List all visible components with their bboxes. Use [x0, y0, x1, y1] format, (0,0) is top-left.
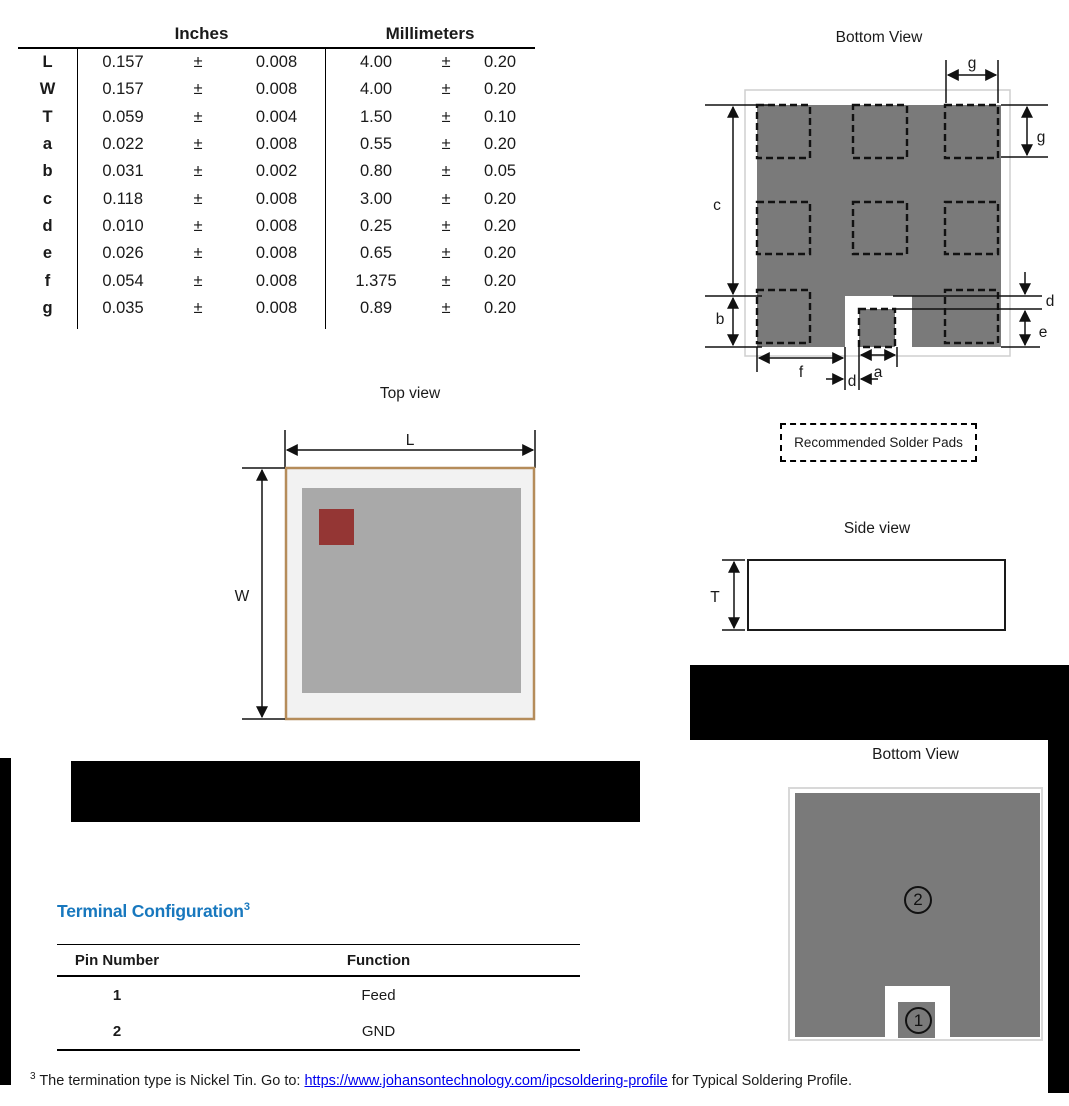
- inch-value: 0.022: [102, 135, 144, 154]
- recommended-solder-pads-caption: [780, 423, 977, 462]
- mm-tol: 0.05: [483, 162, 517, 181]
- table-row: [18, 185, 535, 212]
- footnote-text-pre: The termination type is Nickel Tin. Go to:: [35, 1072, 305, 1089]
- mm-tol: 0.20: [483, 216, 517, 235]
- plus-minus: ±: [441, 216, 451, 235]
- pin-number-cell: 2: [112, 1022, 122, 1040]
- pin-2-marker: [904, 886, 932, 914]
- redaction-bar-center: [71, 761, 640, 822]
- dim-label-T: T: [710, 589, 720, 606]
- mm-tol: 0.20: [483, 271, 517, 290]
- pin-1-marker: [905, 1007, 932, 1034]
- plus-minus: ±: [441, 135, 451, 154]
- plus-minus: ±: [193, 135, 203, 154]
- plus-minus: ±: [193, 298, 203, 317]
- mm-value: 3.00: [359, 189, 393, 208]
- table-row: [18, 158, 535, 185]
- inch-value: 0.054: [102, 271, 144, 290]
- param-label: a: [18, 131, 78, 158]
- top-view-diagram: [230, 378, 560, 728]
- inch-tol: 0.008: [255, 135, 298, 154]
- inch-value: 0.031: [102, 162, 144, 181]
- table-row: [57, 1013, 580, 1049]
- pin-2-number: 2: [913, 890, 923, 909]
- table-row: [18, 213, 535, 240]
- mm-value: 1.50: [359, 107, 393, 126]
- terminal-configuration-table: [57, 944, 580, 1051]
- plus-minus: ±: [441, 53, 451, 72]
- redaction-bar-top-right: [690, 665, 1069, 740]
- table-row: [18, 131, 535, 158]
- table-tail: [18, 322, 535, 329]
- inch-tol: 0.008: [255, 298, 298, 317]
- plus-minus: ±: [193, 107, 203, 126]
- dimension-table-header: [18, 12, 535, 49]
- pin-view-title: Bottom View: [872, 746, 959, 763]
- table-row: [18, 49, 535, 76]
- plus-minus: ±: [193, 162, 203, 181]
- function-cell: GND: [361, 1022, 396, 1040]
- table-row: [18, 240, 535, 267]
- chip-side-profile: [748, 560, 1005, 630]
- solder-pad-bottom-view-diagram: [680, 15, 1069, 407]
- inch-tol: 0.008: [255, 80, 298, 99]
- mm-tol: 0.20: [483, 80, 517, 99]
- mm-value: 0.55: [359, 135, 393, 154]
- pin-number-cell: 1: [112, 986, 122, 1004]
- param-label: f: [18, 267, 78, 294]
- side-view-diagram: [690, 512, 1020, 642]
- table-header-row: [57, 945, 580, 975]
- function-cell: Feed: [361, 986, 396, 1004]
- mm-value: 1.375: [355, 271, 397, 290]
- dim-label-g-top: g: [967, 55, 977, 72]
- inch-tol: 0.008: [255, 271, 298, 290]
- mm-value: 4.00: [359, 53, 393, 72]
- inch-value: 0.035: [102, 298, 144, 317]
- footnote-text-post: for Typical Soldering Profile.: [667, 1072, 852, 1089]
- header-inches: Inches: [174, 24, 229, 43]
- param-label: T: [18, 104, 78, 131]
- inch-value: 0.010: [102, 216, 144, 235]
- dim-label-a: a: [873, 364, 883, 381]
- mm-tol: 0.20: [483, 244, 517, 263]
- mm-value: 0.25: [359, 216, 393, 235]
- dim-label-W: W: [234, 588, 250, 605]
- inch-value: 0.157: [102, 53, 144, 72]
- mm-value: 0.80: [359, 162, 393, 181]
- dim-label-b: b: [715, 311, 725, 328]
- param-label: W: [18, 76, 78, 103]
- mm-tol: 0.20: [483, 135, 517, 154]
- col-header-pin-number: Pin Number: [74, 951, 160, 969]
- plus-minus: ±: [441, 80, 451, 99]
- pin-1-number: 1: [913, 1010, 924, 1030]
- terminal-configuration-heading: [57, 901, 250, 922]
- plus-minus: ±: [441, 244, 451, 263]
- inch-value: 0.157: [102, 80, 144, 99]
- dim-label-L: L: [405, 432, 415, 449]
- mm-value: 0.89: [359, 298, 393, 317]
- footnote-ref: 3: [30, 1071, 36, 1082]
- param-label: L: [18, 49, 78, 76]
- inch-tol: 0.008: [255, 216, 298, 235]
- param-label: e: [18, 240, 78, 267]
- inch-tol: 0.008: [255, 53, 298, 72]
- inch-tol: 0.008: [255, 244, 298, 263]
- mm-tol: 0.20: [483, 53, 517, 72]
- inch-tol: 0.008: [255, 189, 298, 208]
- table-row: [18, 76, 535, 103]
- tail-cell: [18, 322, 78, 329]
- diagram-title: Top view: [379, 385, 441, 402]
- redaction-bar-left: [0, 758, 11, 1085]
- mm-value: 4.00: [359, 80, 393, 99]
- dim-label-d-right: d: [1045, 293, 1055, 310]
- caption-text: Recommended Solder Pads: [794, 435, 963, 450]
- dim-label-c: c: [713, 197, 721, 214]
- mm-tol: 0.20: [483, 298, 517, 317]
- plus-minus: ±: [441, 271, 451, 290]
- mm-value: 0.65: [359, 244, 393, 263]
- inch-value: 0.026: [102, 244, 144, 263]
- param-label: c: [18, 185, 78, 212]
- dim-label-e: e: [1038, 324, 1048, 341]
- footnote: [30, 1071, 1040, 1089]
- heading-text: Terminal Configuration: [57, 901, 244, 921]
- heading-footnote-ref: 3: [243, 901, 250, 914]
- inch-tol: 0.002: [255, 162, 298, 181]
- plus-minus: ±: [193, 244, 203, 263]
- plus-minus: ±: [193, 189, 203, 208]
- plus-minus: ±: [441, 162, 451, 181]
- dim-label-f: f: [798, 364, 804, 381]
- plus-minus: ±: [441, 298, 451, 317]
- plus-minus: ±: [193, 80, 203, 99]
- dimension-table: [18, 12, 535, 329]
- diagram-title: Bottom View: [835, 29, 923, 46]
- param-label: b: [18, 158, 78, 185]
- header-millimeters: Millimeters: [385, 24, 475, 43]
- plus-minus: ±: [441, 107, 451, 126]
- soldering-profile-link[interactable]: https://www.johansontechnology.com/ipcsoldering-profile: [304, 1072, 668, 1089]
- plus-minus: ±: [193, 216, 203, 235]
- mm-tol: 0.10: [483, 107, 517, 126]
- param-label: d: [18, 213, 78, 240]
- table-row: [18, 295, 535, 322]
- col-header-function: Function: [346, 951, 411, 969]
- plus-minus: ±: [441, 189, 451, 208]
- inch-value: 0.059: [102, 107, 144, 126]
- plus-minus: ±: [193, 53, 203, 72]
- table-row: [18, 104, 535, 131]
- table-row: [57, 977, 580, 1013]
- param-label: g: [18, 295, 78, 322]
- table-rule-bottom: [57, 1049, 580, 1051]
- feed-pad: [859, 309, 895, 347]
- inch-tol: 0.004: [255, 107, 298, 126]
- mm-tol: 0.20: [483, 189, 517, 208]
- table-row: [18, 267, 535, 294]
- polarity-marker: [319, 509, 354, 545]
- dim-label-d-bottom: d: [847, 373, 857, 390]
- plus-minus: ±: [193, 271, 203, 290]
- diagram-title: Side view: [843, 520, 911, 537]
- dim-label-g-right: g: [1036, 129, 1046, 146]
- inch-value: 0.118: [102, 189, 144, 208]
- redaction-bar-right-strip: [1048, 740, 1069, 1093]
